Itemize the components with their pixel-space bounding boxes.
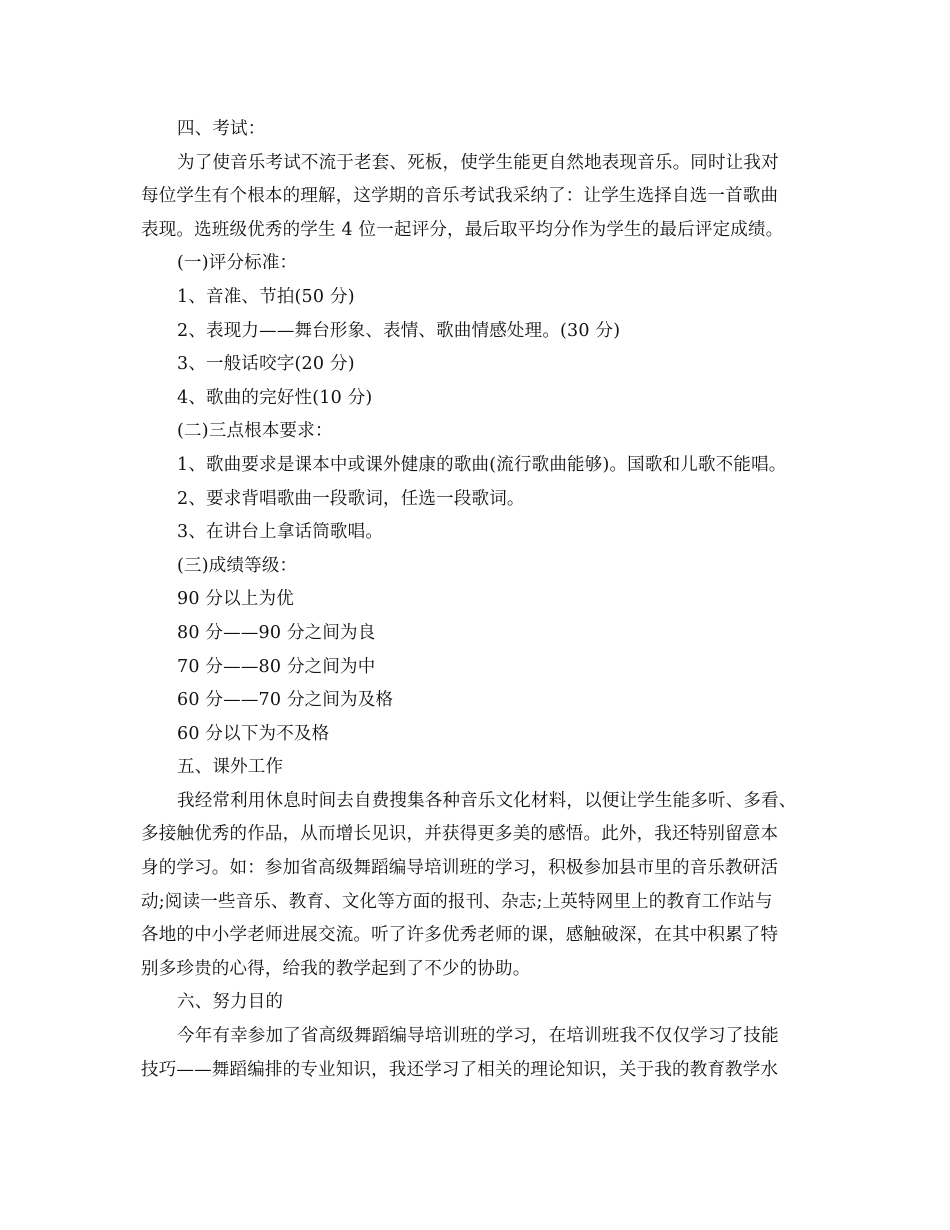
- text-line: 为了使音乐考试不流于老套、死板，使学生能更自然地表现音乐。同时让我对: [177, 152, 779, 173]
- text-line: 1、歌曲要求是课本中或课外健康的歌曲(流行歌曲能够)。国歌和儿歌不能唱。: [177, 454, 787, 475]
- text-line: 动;阅读一些音乐、教育、文化等方面的报刊、杂志;上英特网里上的教育工作站与: [141, 891, 773, 912]
- text-line: 2、要求背唱歌曲一段歌词，任选一段歌词。: [177, 488, 525, 509]
- text-line: (三)成绩等级：: [177, 555, 298, 576]
- text-line: 60 分以下为不及格: [177, 723, 330, 744]
- text-line: 表现。选班级优秀的学生 4 位一起评分，最后取平均分作为学生的最后评定成绩。: [141, 219, 784, 240]
- text-line: 别多珍贵的心得，给我的教学起到了不少的协助。: [141, 958, 531, 979]
- text-line: 六、努力目的: [177, 992, 284, 1013]
- text-line: (二)三点根本要求：: [177, 421, 333, 442]
- text-line: 1、音准、节拍(50 分): [177, 286, 355, 307]
- text-line: 今年有幸参加了省高级舞蹈编导培训班的学习，在培训班我不仅仅学习了技能: [177, 1026, 779, 1047]
- text-line: (一)评分标准：: [177, 253, 298, 274]
- text-line: 每位学生有个根本的理解，这学期的音乐考试我采纳了：让学生选择自选一首歌曲: [141, 186, 779, 207]
- text-line: 80 分——90 分之间为良: [177, 622, 376, 643]
- text-line: 2、表现力——舞台形象、表情、歌曲情感处理。(30 分): [177, 320, 621, 341]
- document-body: [141, 113, 821, 1087]
- text-line: 3、一般话咬字(20 分): [177, 354, 355, 375]
- text-line: 五、课外工作: [177, 757, 284, 778]
- text-line: 4、歌曲的完好性(10 分): [177, 387, 373, 408]
- text-line: 身的学习。如：参加省高级舞蹈编导培训班的学习，积极参加县市里的音乐教研活: [141, 858, 779, 879]
- text-line: 多接触优秀的作品，从而增长见识，并获得更多美的感悟。此外，我还特别留意本: [141, 824, 779, 845]
- text-line: 3、在讲台上拿话筒歌唱。: [177, 522, 384, 543]
- text-line: 各地的中小学老师进展交流。听了许多优秀老师的课，感触破深，在其中积累了特: [141, 925, 779, 946]
- text-line: 90 分以上为优: [177, 589, 294, 610]
- text-line: 70 分——80 分之间为中: [177, 656, 376, 677]
- text-line: 技巧——舞蹈编排的专业知识，我还学习了相关的理论知识，关于我的教育教学水: [141, 1059, 779, 1080]
- text-line: 四、考试：: [177, 119, 266, 139]
- text-line: 60 分——70 分之间为及格: [177, 690, 394, 711]
- text-line: 我经常利用休息时间去自费搜集各种音乐文化材料，以便让学生能多听、多看、: [177, 790, 797, 811]
